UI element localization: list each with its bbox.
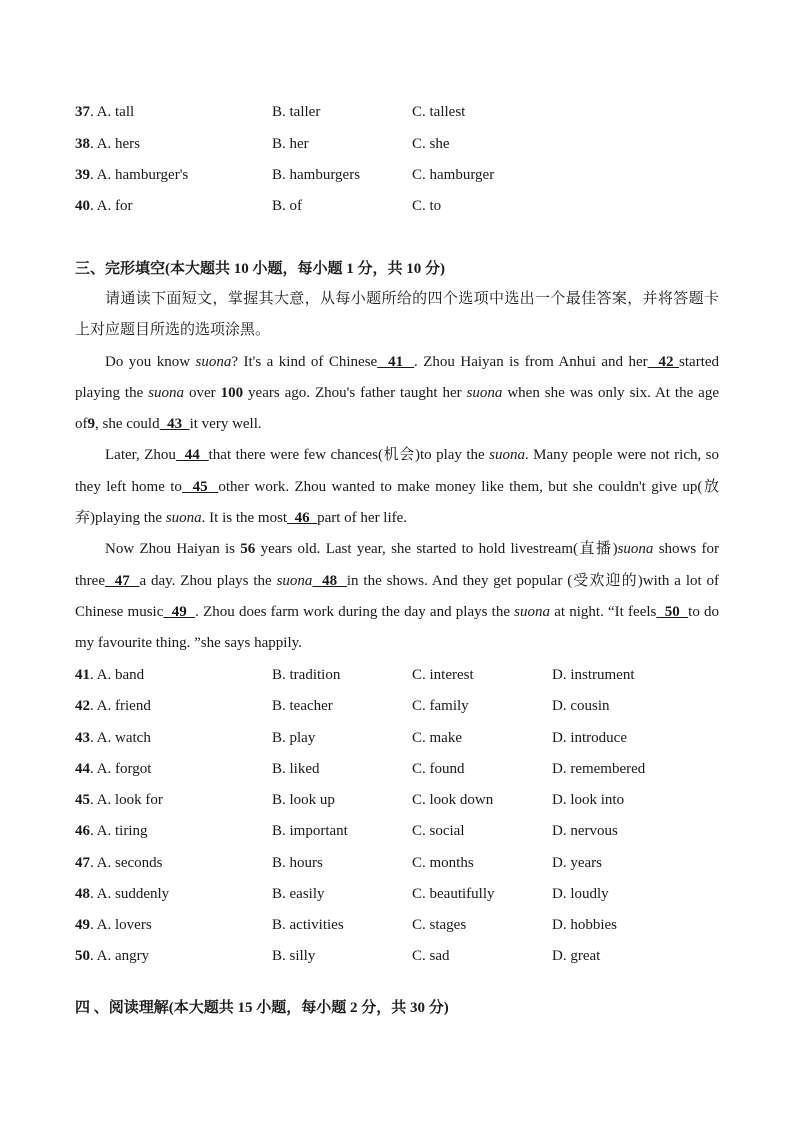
option-a: . A. hamburger's	[90, 167, 189, 183]
option-a: . A. forgot	[90, 761, 152, 777]
option-b: B. hours	[272, 855, 323, 871]
text: that there were few chances(机会)to play the	[208, 447, 490, 464]
question-number-a	[75, 728, 151, 748]
option-a: . A. hers	[90, 136, 140, 152]
blank-49: 49	[163, 603, 196, 620]
text: shows for three	[75, 541, 720, 589]
option-a: . A. band	[90, 667, 145, 683]
option-d: D. remembered	[552, 761, 646, 777]
option-d: D. loudly	[552, 886, 609, 902]
italic-term: suona	[617, 541, 654, 558]
option-c: C. hamburger	[412, 167, 495, 183]
question-number-a	[75, 196, 133, 216]
option-a: . A. seconds	[90, 855, 163, 871]
question-number-a	[75, 946, 149, 966]
option-c: C. months	[412, 855, 474, 871]
text: . Many people were not rich, so they left home to	[75, 447, 720, 495]
italic-term: suona	[165, 510, 202, 527]
passage-paragraph-1	[75, 347, 719, 441]
question-number-a	[75, 821, 148, 841]
option-b: B. liked	[272, 761, 320, 777]
question-number-a	[75, 665, 144, 685]
question-number-a	[75, 134, 140, 154]
blank-43: 43	[159, 416, 190, 433]
italic-term: suona	[195, 353, 232, 370]
option-d: D. instrument	[552, 667, 635, 683]
blank-41: 41	[377, 353, 415, 370]
text: it very well.	[189, 416, 262, 433]
question-number-a	[75, 759, 151, 779]
passage-paragraph-2	[75, 440, 719, 534]
blank-42: 42	[647, 353, 680, 370]
option-a: . A. angry	[90, 948, 150, 964]
text: a day. Zhou plays the	[139, 572, 277, 589]
question-number-a	[75, 790, 163, 810]
text: . Zhou does farm work during the day and plays the	[195, 603, 515, 620]
text: Later, Zhou	[105, 447, 176, 464]
option-c: C. found	[412, 761, 465, 777]
question-number-a	[75, 853, 163, 873]
blank-45: 45	[181, 478, 219, 495]
option-b: B. teacher	[272, 698, 333, 714]
option-d: D. cousin	[552, 698, 610, 714]
option-d: D. introduce	[552, 730, 627, 746]
text: other work. Zhou wanted to make money like them, but she couldn't give up(放弃)playing the	[75, 478, 720, 527]
option-b: B. taller	[272, 104, 321, 120]
question-number: 47	[75, 855, 90, 871]
option-a: . A. lovers	[90, 917, 152, 933]
question-number: 46	[75, 823, 90, 839]
option-a: . A. for	[90, 198, 133, 214]
option-b: B. easily	[272, 886, 325, 902]
option-a: . A. suddenly	[90, 886, 170, 902]
option-c: C. social	[412, 823, 465, 839]
option-c: C. family	[412, 698, 469, 714]
text: Now Zhou Haiyan is	[105, 541, 241, 558]
italic-term: suona	[466, 384, 503, 401]
text: part of her life.	[317, 510, 408, 527]
italic-term: suona	[489, 447, 525, 464]
blank-47: 47	[104, 572, 140, 589]
question-number: 38	[75, 136, 90, 152]
option-b: B. look up	[272, 792, 335, 808]
text: started playing the	[75, 353, 720, 401]
option-c: C. tallest	[412, 104, 466, 120]
question-number-a	[75, 696, 151, 716]
question-number-a	[75, 165, 188, 185]
option-b: B. of	[272, 198, 302, 214]
question-number: 42	[75, 698, 90, 714]
option-b: B. important	[272, 823, 348, 839]
italic-term: suona	[276, 572, 313, 589]
option-c: C. make	[412, 730, 462, 746]
question-number-a	[75, 102, 134, 122]
question-number: 45	[75, 792, 90, 808]
option-d: D. nervous	[552, 823, 618, 839]
option-b: B. her	[272, 136, 309, 152]
text: to do my favourite thing. ”she says happily.	[75, 603, 720, 652]
question-number: 41	[75, 667, 90, 683]
option-c: C. stages	[412, 917, 467, 933]
option-a: . A. friend	[90, 698, 151, 714]
option-b: B. silly	[272, 948, 316, 964]
blank-46: 46	[287, 510, 318, 527]
option-a: . A. look for	[90, 792, 163, 808]
section-title-reading: 四 、阅读理解(本大题共 15 小题，每小题 2 分，共 30 分)	[75, 1000, 449, 1016]
question-number: 44	[75, 761, 90, 777]
option-b: B. activities	[272, 917, 344, 933]
text: , she could	[95, 416, 160, 433]
option-c: C. she	[412, 136, 450, 152]
option-c: C. interest	[412, 667, 474, 683]
text: years ago. Zhou's father taught her	[243, 384, 467, 401]
blank-44: 44	[175, 447, 209, 464]
blank-50: 50	[656, 603, 689, 620]
text: years old. Last year, she started to hold livestream(直播)	[255, 541, 618, 558]
text: when she was only six. At the age of	[75, 384, 719, 433]
question-number-a	[75, 884, 169, 904]
text: . Zhou Haiyan is from Anhui and her	[414, 353, 648, 370]
option-a: . A. tall	[90, 104, 135, 120]
italic-term: suona	[148, 384, 185, 401]
instructions: 请通读下面短文，掌握其大意，从每小题所给的四个选项中选出一个最佳答案，并将答题卡上对应题目所选的选项涂黑。	[75, 291, 719, 339]
question-number: 39	[75, 167, 90, 183]
question-number: 37	[75, 104, 90, 120]
question-number: 43	[75, 730, 90, 746]
bold-number: 100	[220, 384, 244, 401]
bold-number: 9	[87, 416, 95, 433]
text: in the shows. And they get popular (受欢迎的)with a lot of Chinese music	[75, 572, 720, 620]
option-a: . A. watch	[90, 730, 151, 746]
text: over	[184, 384, 221, 401]
question-number-a	[75, 915, 152, 935]
question-number: 50	[75, 948, 90, 964]
option-d: D. great	[552, 948, 601, 964]
option-b: B. hamburgers	[272, 167, 361, 183]
passage-paragraph-3	[75, 534, 719, 659]
question-number: 48	[75, 886, 90, 902]
option-d: D. years	[552, 855, 602, 871]
option-c: C. sad	[412, 948, 450, 964]
text: . It is the most	[201, 510, 288, 527]
bold-number: 56	[240, 541, 256, 558]
option-a: . A. tiring	[90, 823, 148, 839]
option-c: C. to	[412, 198, 442, 214]
text: Do you know	[105, 353, 196, 370]
text: at night. “It feels	[550, 603, 657, 620]
section-title-cloze: 三、完形填空(本大题共 10 小题，每小题 1 分，共 10 分)	[75, 261, 445, 277]
text: ? It's a kind of Chinese	[231, 353, 378, 370]
option-d: D. look into	[552, 792, 625, 808]
option-c: C. look down	[412, 792, 494, 808]
option-c: C. beautifully	[412, 886, 495, 902]
option-b: B. tradition	[272, 667, 341, 683]
question-number: 49	[75, 917, 90, 933]
cloze-passage	[75, 284, 719, 660]
option-b: B. play	[272, 730, 316, 746]
italic-term: suona	[514, 603, 551, 620]
blank-48: 48	[312, 572, 347, 589]
option-d: D. hobbies	[552, 917, 617, 933]
question-number: 40	[75, 198, 90, 214]
